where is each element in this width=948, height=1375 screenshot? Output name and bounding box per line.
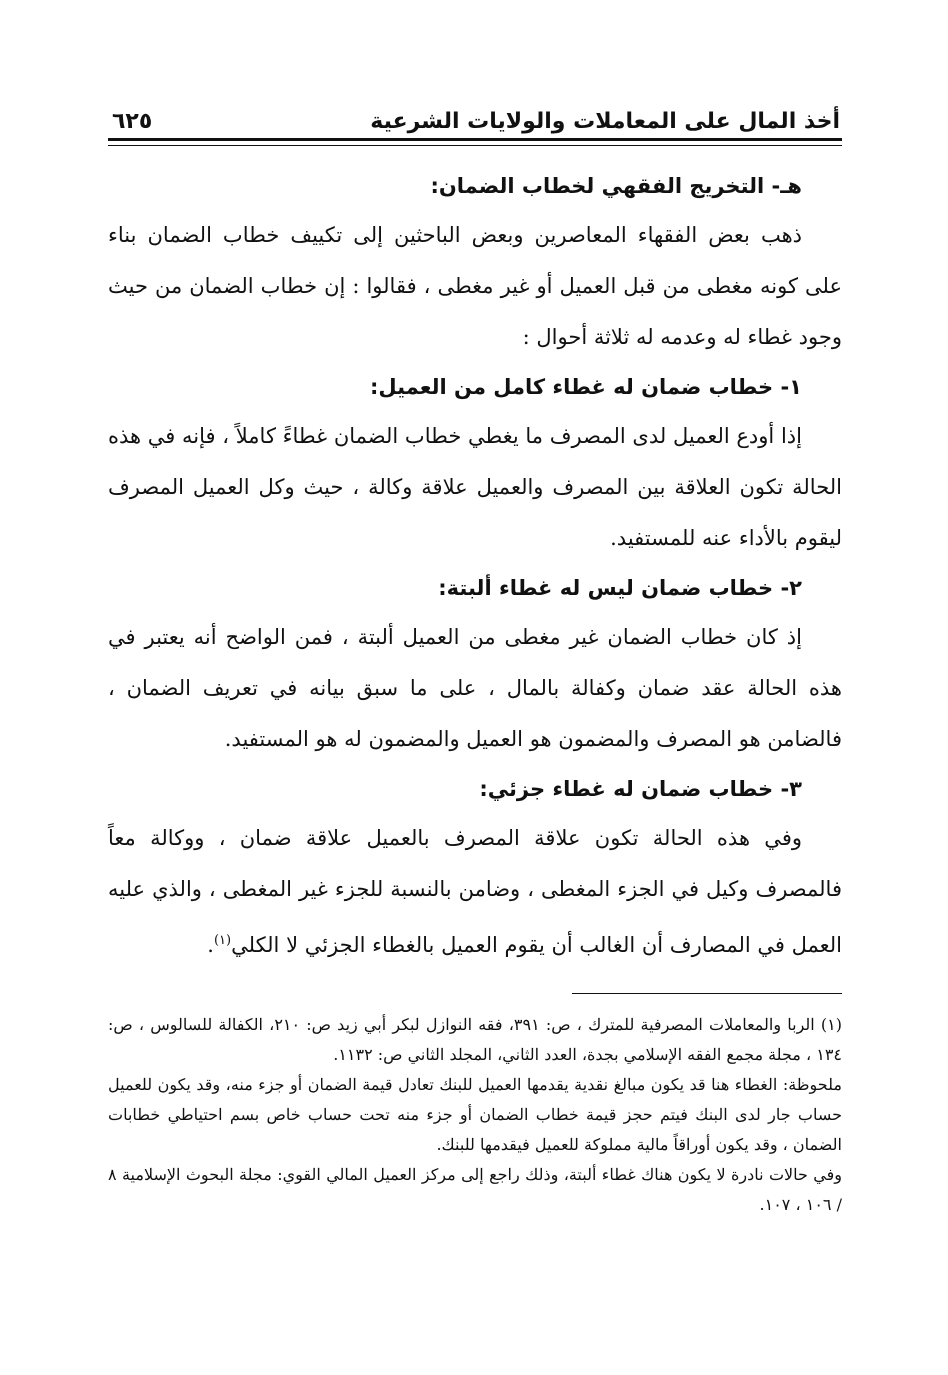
running-header [112, 98, 840, 134]
footnote-note-cont: وفي حالات نادرة لا يكون هناك غطاء ألبتة، وذلك راجع إلى مركز العميل المالي القوي: مجلة البحوث الإسلامية ٨ / ١٠٦ ، ١٠٧. [108, 1165, 842, 1214]
case-1-text: إذا أودع العميل لدى المصرف ما يغطي خطاب الضمان غطاءً كاملاً ، فإنه في هذه الحالة تكون العلاقة بين المصرف والعميل علاقة وكالة ، حيث وكل العميل المصرف ليقوم بالأداء عنه للمستفيد. [108, 424, 842, 550]
header-rule-thin [108, 145, 842, 146]
page-number: ٦٢٥ [112, 109, 153, 134]
footnotes [108, 1010, 842, 1220]
footnote-reference[interactable]: (١) [213, 933, 232, 948]
footnote-1: (١) الربا والمعاملات المصرفية للمترك ، ص: ٣٩١، فقه النوازل لبكر أبي زيد ص: ٢١٠، الكفالة للسالوس ، ص: ١٣٤ ، مجلة مجمع الفقه الإسلامي بجدة، العدد الثاني، المجلد الثاني ص: ١١٣٢. [108, 1015, 842, 1064]
header-rule-thick [108, 138, 842, 141]
footnote-note: ملحوظة: الغطاء هنا قد يكون مبالغ نقدية يقدمها العميل للبنك تعادل قيمة الضمان أو جزء منه، وقد يكون للعميل حساب جار لدى البنك فيتم حجز قيمة خطاب الضمان أو جزء منه تحت حساب خاص بسم احتياطي خطابات الضمان ، وقد يكون أوراقاً مالية مملوكة للعميل فيقدمها للبنك. [108, 1075, 843, 1154]
footnote-separator [572, 993, 842, 994]
case-1-heading: ١- خطاب ضمان له غطاء كامل من العميل: [370, 375, 802, 399]
case-2-heading: ٢- خطاب ضمان ليس له غطاء ألبتة: [438, 576, 802, 600]
case-3-text: وفي هذه الحالة تكون علاقة المصرف بالعميل علاقة ضمان ، ووكالة معاً فالمصرف وكيل في الجزء المغطى ، وضامن بالنسبة للجزء غير المغطى ، والذي عليه العمل في المصارف أن الغالب أن يقوم العميل بالغطاء الجزئي لا الكلي [108, 826, 842, 957]
case-3-paragraph [108, 813, 842, 971]
case-3-end: . [207, 933, 214, 957]
main-text [108, 162, 842, 971]
running-title: أخذ المال على المعاملات والولايات الشرعية [370, 109, 840, 134]
section-heading: هـ- التخريج الفقهي لخطاب الضمان: [430, 174, 802, 198]
intro-paragraph: ذهب بعض الفقهاء المعاصرين وبعض الباحثين إلى تكييف خطاب الضمان بناء على كونه مغطى من قبل العميل أو غير مغطى ، فقالوا : إن خطاب الضمان من حيث وجود غطاء له وعدمه له ثلاثة أحوال : [108, 223, 842, 349]
case-2-text: إذ كان خطاب الضمان غير مغطى من العميل ألبتة ، فمن الواضح أنه يعتبر في هذه الحالة عقد ضمان وكفالة بالمال ، على ما سبق بيانه في تعريف الضمان ، فالضامن هو المصرف والمضمون هو العميل والمضمون له هو المستفيد. [108, 625, 842, 751]
case-3-heading: ٣- خطاب ضمان له غطاء جزئي: [479, 777, 802, 801]
